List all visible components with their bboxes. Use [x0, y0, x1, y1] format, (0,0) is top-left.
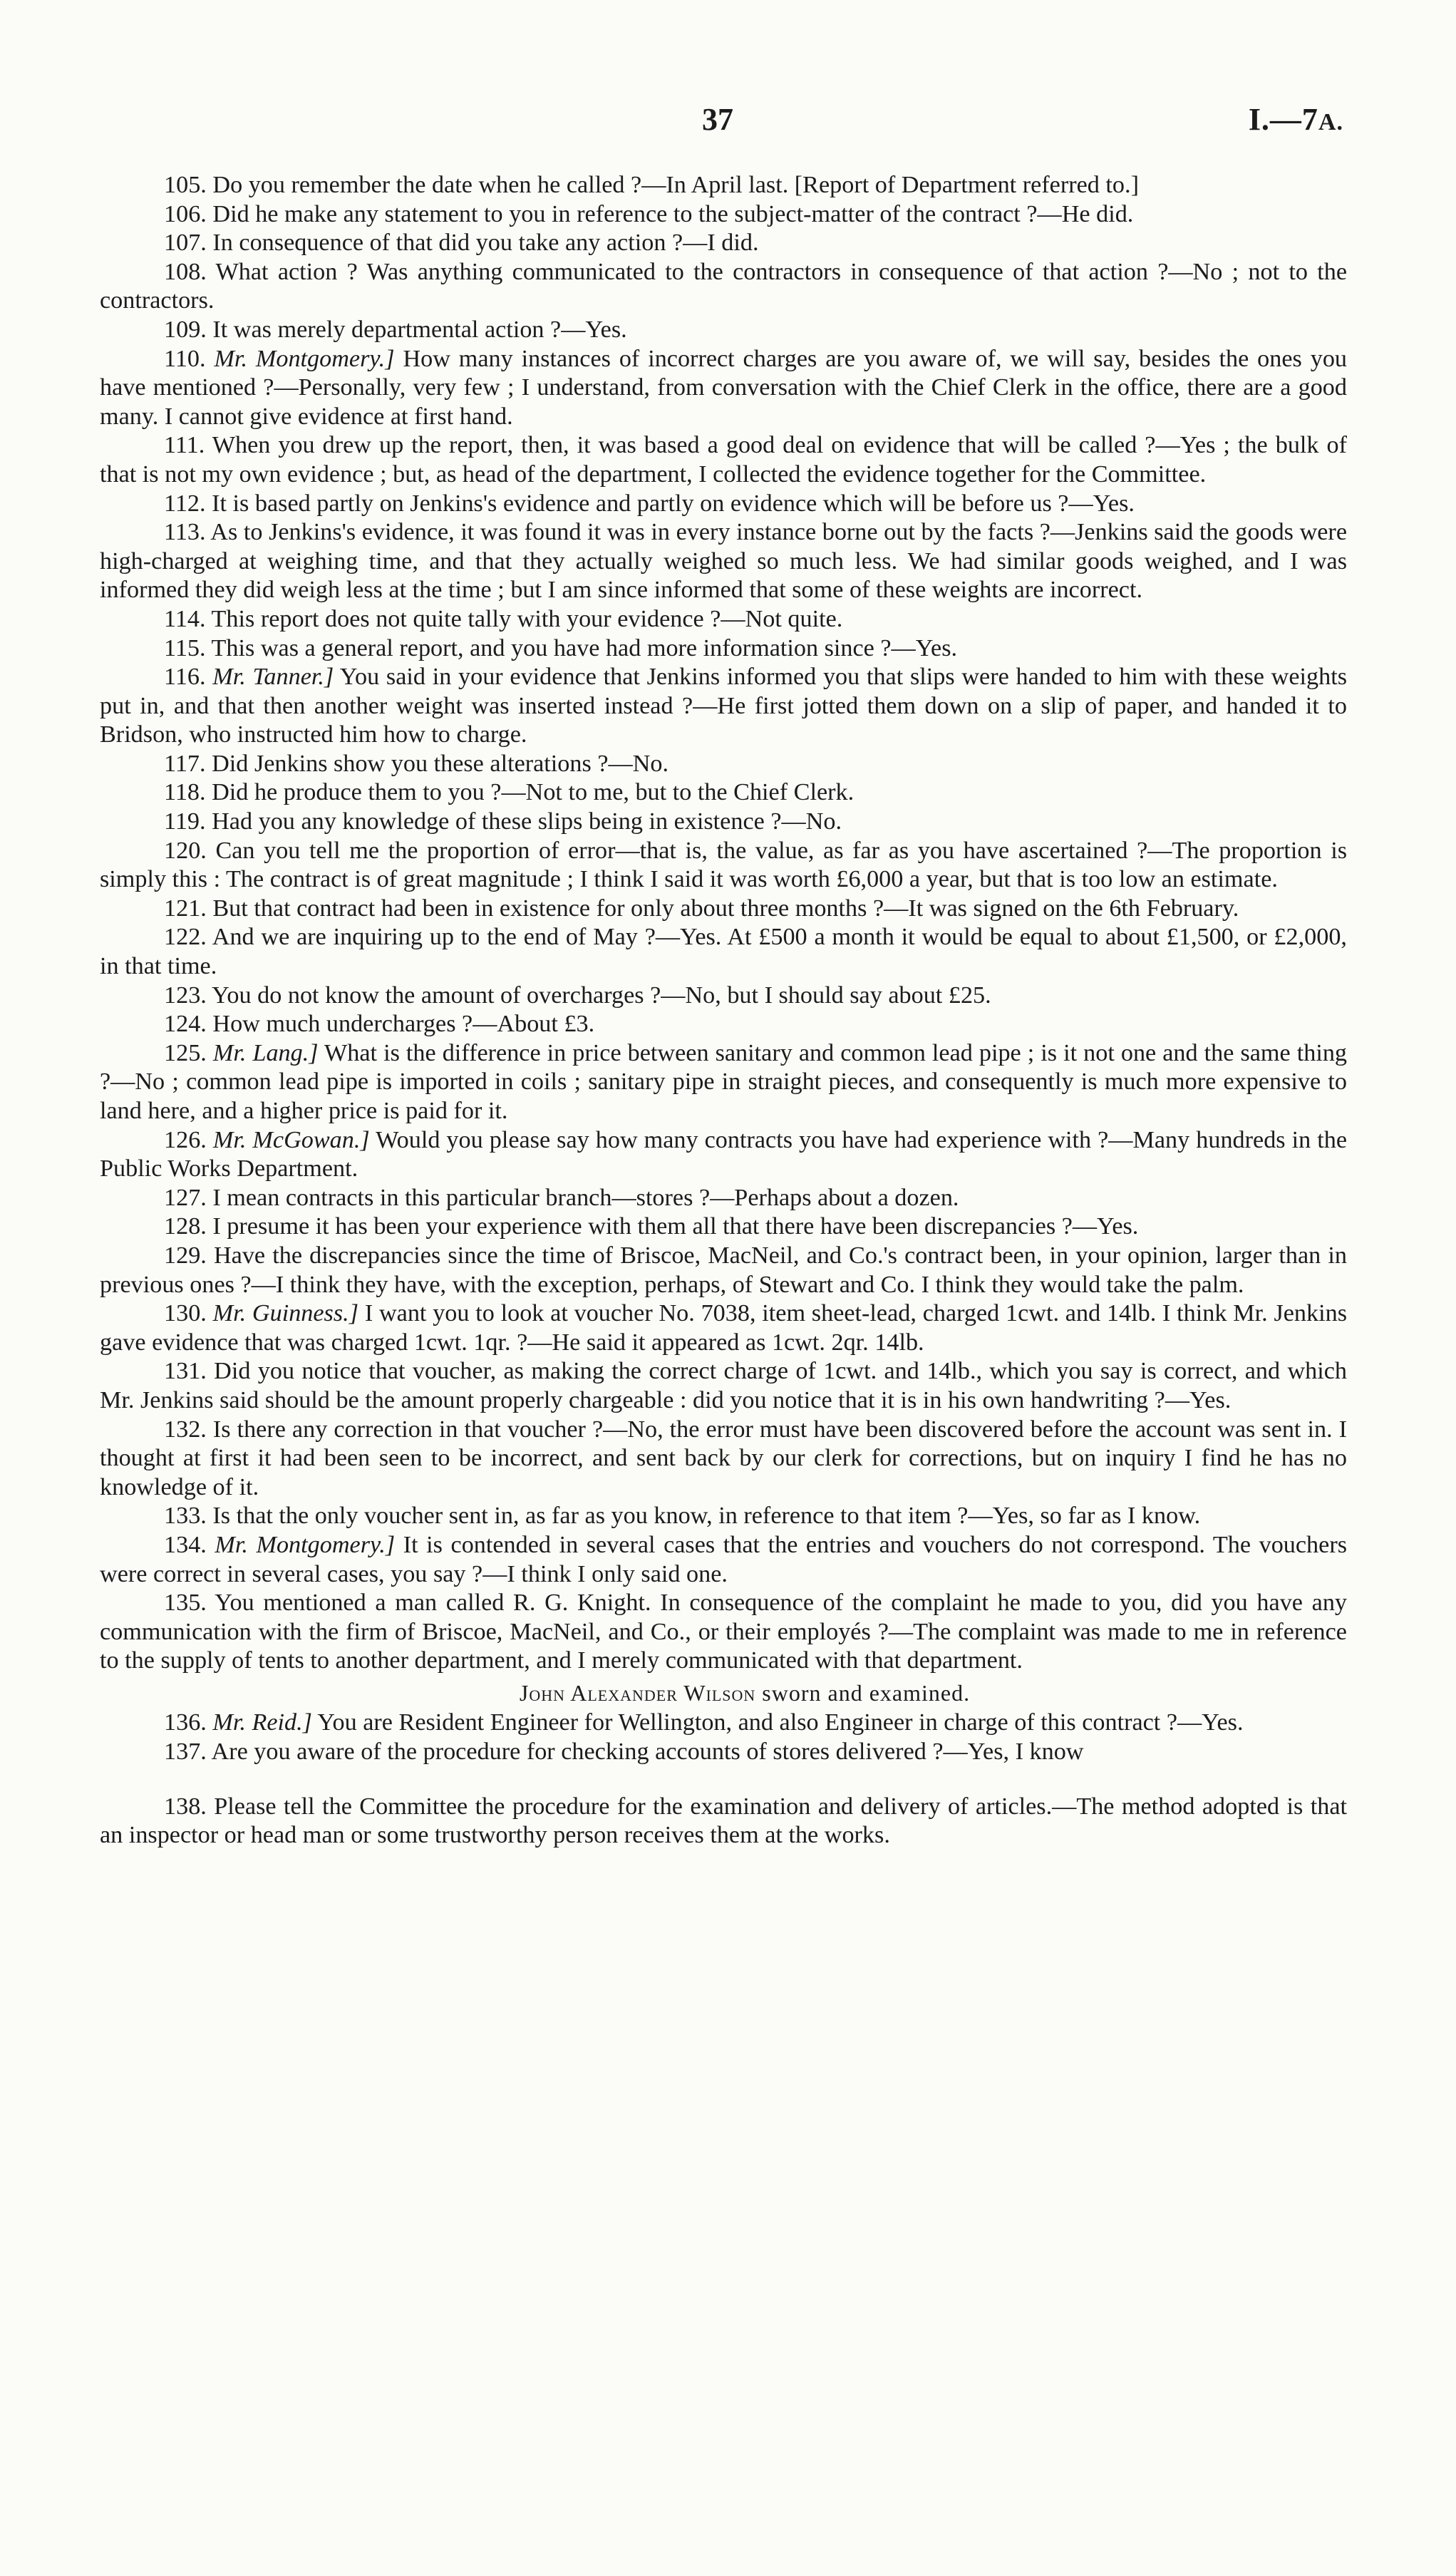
question-text: I mean contracts in this particular branch—stores ?—Perhaps about a dozen. — [212, 1184, 959, 1211]
question-paragraph — [100, 1299, 1347, 1357]
question-number: 134. — [164, 1531, 207, 1558]
question-paragraph — [100, 1531, 1347, 1589]
question-text: Did Jenkins show you these alterations ?—No. — [212, 750, 669, 777]
page-header — [0, 101, 1456, 144]
question-text: Had you any knowledge of these slips being in existence ?—No. — [212, 808, 842, 835]
question-paragraph — [100, 1242, 1347, 1299]
question-text: Have the discrepancies since the time of Briscoe, MacNeil, and Co.'s contract been, in your opinion, larger than in previous ones ?—I think they have, with the exception, perhaps, of Stewart and Co. I think they would take the palm. — [100, 1242, 1348, 1298]
question-paragraph — [100, 1039, 1347, 1126]
question-paragraph — [100, 1010, 1347, 1039]
evidence-block-2 — [100, 1709, 1347, 1766]
question-number: 118. — [164, 779, 206, 806]
evidence-body — [100, 171, 1347, 1850]
question-paragraph — [100, 1184, 1347, 1213]
question-number: 122. — [164, 924, 207, 951]
question-text: This report does not quite tally with your evidence ?—Not quite. — [211, 605, 843, 632]
speaker-name: Mr. Reid.] — [212, 1709, 312, 1736]
witness-heading — [100, 1679, 1347, 1708]
question-paragraph — [100, 982, 1347, 1011]
question-number: 130. — [164, 1300, 207, 1327]
question-number: 126. — [164, 1126, 207, 1153]
question-number: 107. — [164, 230, 207, 257]
question-text: Can you tell me the proportion of error—that is, the value, as far as you have ascertained ?—The proportion is simply this : The contract is of great magnitude ; I think I said it was worth £6,000 a year, but that is too low an estimate. — [100, 837, 1347, 893]
question-paragraph — [100, 229, 1347, 258]
question-text: You said in your evidence that Jenkins informed you that slips were handed to him with these weights put in, and that then another weight was inserted instead ?—He first jotted them down on a slip of paper, and handed it to Bridson, who instructed him how to charge. — [100, 664, 1348, 748]
question-number: 111. — [164, 432, 205, 459]
evidence-block-1 — [100, 171, 1347, 1676]
question-text: What action ? Was anything communicated to the contractors in consequence of that action ?—No ; not to the contractors. — [100, 258, 1347, 314]
question-number: 123. — [164, 982, 207, 1009]
question-paragraph — [100, 1793, 1347, 1850]
question-text: How many instances of incorrect charges are you aware of, we will say, besides the ones you have mentioned ?—Personally, very few ; I understand, from conversation with the Chief Clerk in the office, there are a good many. I cannot give evidence at first hand. — [100, 345, 1348, 430]
question-number: 110. — [164, 345, 206, 372]
question-text: It was merely departmental action ?—Yes. — [212, 316, 627, 343]
question-text: As to Jenkins's evidence, it was found it was in every instance borne out by the facts ?—Jenkins said the goods were high-charged at weighing time, and that they actually weighed so much less. We had similar goods weighed, and I was informed they did weigh less at the time ; but I am since informed that some of these weights are incorrect. — [100, 519, 1347, 604]
question-number: 120. — [164, 837, 207, 864]
question-paragraph — [100, 431, 1347, 489]
question-number: 117. — [164, 750, 206, 777]
question-number: 115. — [164, 634, 206, 661]
question-number: 127. — [164, 1184, 207, 1211]
question-text: It is contended in several cases that the entries and vouchers do not correspond. The vouchers were correct in several cases, you say ?—I think I only said one. — [100, 1531, 1348, 1587]
speaker-name: Mr. Montgomery.] — [214, 345, 395, 372]
question-paragraph — [100, 171, 1347, 200]
question-number: 129. — [164, 1242, 207, 1269]
question-text: Did he produce them to you ?—Not to me, but to the Chief Clerk. — [212, 779, 855, 806]
question-paragraph — [100, 1502, 1347, 1531]
question-paragraph — [100, 634, 1347, 664]
question-text: You mentioned a man called R. G. Knight. In consequence of the complaint he made to you, did you have any communication with the firm of Briscoe, MacNeil, and Co., or their employés ?—The complaint was made to me in reference to the supply of tents to another department, and I merely communicated with that department. — [100, 1590, 1348, 1674]
question-paragraph — [100, 316, 1347, 345]
question-paragraph — [100, 345, 1347, 432]
speaker-name: Mr. Montgomery.] — [215, 1531, 396, 1558]
question-number: 124. — [164, 1011, 207, 1038]
question-number: 128. — [164, 1213, 207, 1240]
question-text: Would you please say how many contracts you have had experience with ?—Many hundreds in the Public Works Department. — [100, 1126, 1347, 1183]
question-paragraph — [100, 1709, 1347, 1738]
question-text: Please tell the Committee the procedure for the examination and delivery of articles.—The method adopted is that an inspector or head man or some trustworthy person receives them at the works. — [100, 1793, 1347, 1849]
question-number: 114. — [164, 605, 206, 632]
question-number: 135. — [164, 1590, 207, 1617]
reference-suffix: A. — [1318, 109, 1343, 135]
question-text: When you drew up the report, then, it was based a good deal on evidence that will be called ?—Yes ; the bulk of that is not my own evidence ; but, as head of the department, I collected the evidence together for the Committee. — [100, 432, 1347, 488]
question-text: Is there any correction in that voucher ?—No, the error must have been discovered before the account was sent in. I thought at first it had been seen to be incorrect, and sent back by our clerk for corrections, but on inquiry I find he has no knowledge of it. — [100, 1416, 1347, 1500]
question-number: 131. — [164, 1358, 207, 1385]
question-paragraph — [100, 258, 1347, 316]
speaker-name: Mr. McGowan.] — [212, 1126, 370, 1153]
page-number: 37 — [702, 102, 733, 137]
question-paragraph — [100, 663, 1347, 750]
speaker-name: Mr. Guinness.] — [212, 1300, 359, 1327]
question-paragraph — [100, 605, 1347, 634]
reference-main: I.—7 — [1248, 102, 1318, 137]
question-text: How much undercharges ?—About £3. — [212, 1011, 595, 1038]
question-paragraph — [100, 1738, 1347, 1767]
question-paragraph — [100, 1589, 1347, 1676]
question-text: Did you notice that voucher, as making the correct charge of 1cwt. and 14lb., which you say is correct, and which Mr. Jenkins said should be the amount properly chargeable : did you notice that it is in his own handwriting ?—Yes. — [100, 1358, 1347, 1413]
question-paragraph — [100, 490, 1347, 519]
question-paragraph — [100, 1416, 1347, 1503]
question-text: I want you to look at voucher No. 7038, item sheet-lead, charged 1cwt. and 14lb. I think Mr. Jenkins gave evidence that was charged 1cwt. 1qr. ?—He said it appeared as 1cwt. 2qr. 14lb. — [100, 1300, 1348, 1356]
question-number: 109. — [164, 316, 207, 343]
question-number: 112. — [164, 490, 206, 517]
question-number: 125. — [164, 1039, 207, 1066]
question-number: 132. — [164, 1416, 207, 1443]
question-number: 119. — [164, 808, 206, 835]
question-number: 106. — [164, 200, 207, 227]
question-text: You are Resident Engineer for Wellington, and also Engineer in charge of this contract ?—Yes. — [317, 1709, 1244, 1736]
question-paragraph — [100, 837, 1347, 895]
question-text: You do not know the amount of overcharges ?—No, but I should say about £25. — [212, 982, 991, 1009]
speaker-name: Mr. Tanner.] — [212, 664, 334, 691]
question-paragraph — [100, 1126, 1347, 1184]
question-paragraph — [100, 750, 1347, 779]
witness-name: John Alexander Wilson — [519, 1679, 756, 1706]
speaker-name: Mr. Lang.] — [212, 1039, 319, 1066]
evidence-block-3 — [100, 1793, 1347, 1850]
question-text: Are you aware of the procedure for checking accounts of stores delivered ?—Yes, I know — [211, 1738, 1084, 1766]
question-number: 137. — [164, 1738, 207, 1766]
question-text: What is the difference in price between sanitary and common lead pipe ; is it not one and the same thing ?—No ; common lead pipe is imported in coils ; sanitary pipe in straight pieces, and consequently is much more expensive to land here, and a higher price is paid for it. — [100, 1039, 1348, 1124]
question-paragraph — [100, 895, 1347, 924]
question-text: Did he make any statement to you in reference to the subject-matter of the contract ?—He did. — [212, 200, 1134, 227]
question-paragraph — [100, 808, 1347, 837]
question-paragraph — [100, 518, 1347, 605]
question-number: 138. — [164, 1793, 207, 1820]
question-number: 108. — [164, 258, 207, 285]
question-paragraph — [100, 778, 1347, 808]
witness-heading-suffix: sworn and examined. — [755, 1679, 971, 1706]
question-text: Do you remember the date when he called ?—In April last. [Report of Department referred to.] — [212, 172, 1139, 198]
question-paragraph — [100, 1212, 1347, 1242]
question-number: 116. — [164, 664, 206, 691]
question-number: 113. — [164, 519, 206, 546]
document-reference — [1249, 101, 1343, 138]
question-number: 105. — [164, 172, 207, 198]
paragraph-gap — [100, 1767, 1347, 1793]
question-text: But that contract had been in existence for only about three months ?—It was signed on the 6th February. — [212, 895, 1239, 922]
question-number: 133. — [164, 1503, 207, 1530]
question-number: 121. — [164, 895, 207, 922]
question-text: It is based partly on Jenkins's evidence and partly on evidence which will be before us ?—Yes. — [212, 490, 1135, 517]
question-text: Is that the only voucher sent in, as far as you know, in reference to that item ?—Yes, so far as I know. — [212, 1503, 1201, 1530]
question-paragraph — [100, 923, 1347, 981]
question-text: In consequence of that did you take any action ?—I did. — [212, 230, 759, 257]
question-text: And we are inquiring up to the end of May ?—Yes. At £500 a month it would be equal to about £1,500, or £2,000, in that time. — [100, 924, 1347, 980]
question-text: This was a general report, and you have had more information since ?—Yes. — [211, 634, 958, 661]
question-paragraph — [100, 200, 1347, 230]
question-text: I presume it has been your experience with them all that there have been discrepancies ?—Yes. — [212, 1213, 1139, 1240]
question-paragraph — [100, 1357, 1347, 1415]
question-number: 136. — [164, 1709, 207, 1736]
